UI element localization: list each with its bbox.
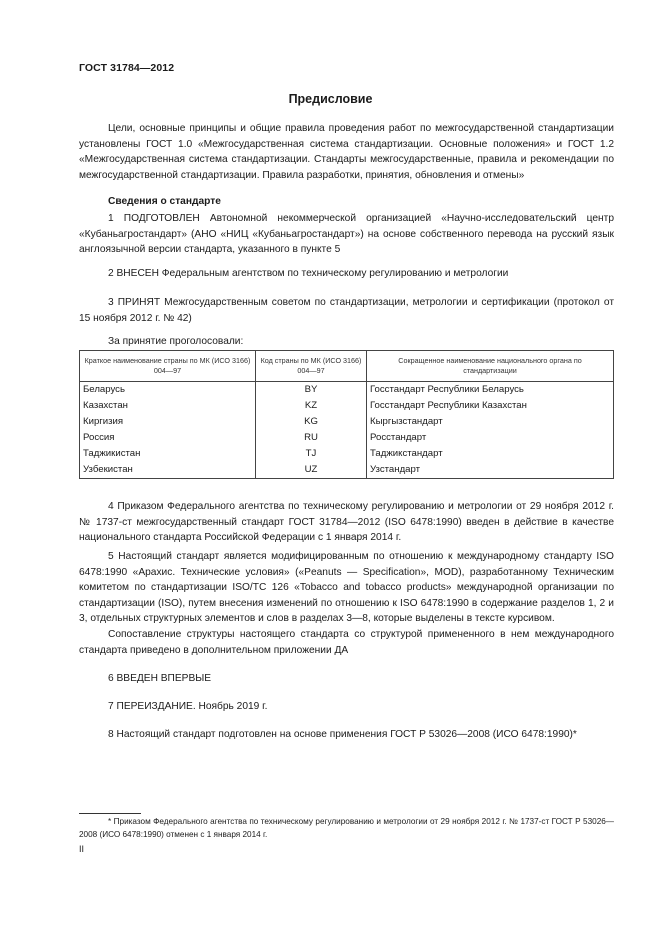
table-header-body: Сокращенное наименование национального органа по стандартизации <box>367 351 614 382</box>
table-row <box>80 382 614 399</box>
country-code: KZ <box>256 398 367 414</box>
item-5-paragraph: 5 Настоящий стандарт является модифицированным по отношению к международному стандарту ISO 6478:1990 «Арахис. Технические условия» («Peanuts — Specification», MOD), разработанному Техническим комитетом по стандартизации ISO/TC 126 «Tobacco and tobacco products» международной организации по стандартизации (ISO), путем внесения изменений по отношению к ISO 6478:1990 в содержание разделов 1, 2 и 3, отдельных структурных элементов и слов в разделах 3—8, которые выделены в тексте курсивом. <box>79 551 614 625</box>
standards-body: Таджикстандарт <box>367 446 614 462</box>
table-row <box>80 446 614 462</box>
table-header-country: Краткое наименование страны по МК (ИСО 3166) 004—97 <box>80 351 256 382</box>
item-5-comparison-paragraph: Сопоставление структуры настоящего стандарта со структурой примененного в нем международного стандарта приведено в дополнительном приложении ДА <box>79 629 614 656</box>
standards-body: Госстандарт Республики Беларусь <box>367 382 614 399</box>
item-1-paragraph: 1 ПОДГОТОВЛЕН Автономной некоммерческой организацией «Научно-исследовательский центр «Кубаньагростандарт» (АНО «НИЦ «Кубаньагростандарт») на основе собственного перевода на русский язык англоязычной версии стандарта, указанного в пункте 5 <box>79 213 614 256</box>
item-7-paragraph: 7 ПЕРЕИЗДАНИЕ. Ноябрь 2019 г. <box>108 701 268 712</box>
standards-body: Госстандарт Республики Казахстан <box>367 398 614 414</box>
country-code: KG <box>256 414 367 430</box>
vote-label: За принятие проголосовали: <box>108 336 244 347</box>
item-3-paragraph: 3 ПРИНЯТ Межгосударственным советом по стандартизации, метрологии и сертификации (протокол от 15 ноября 2012 г. № 42) <box>79 297 614 324</box>
country-code: TJ <box>256 446 367 462</box>
country-name: Беларусь <box>80 382 256 399</box>
table-row <box>80 430 614 446</box>
section-subtitle: Сведения о стандарте <box>108 196 221 207</box>
country-name: Киргизия <box>80 414 256 430</box>
item-8-paragraph: 8 Настоящий стандарт подготовлен на основе применения ГОСТ Р 53026—2008 (ИСО 6478:1990)* <box>108 729 577 740</box>
table-row <box>80 462 614 479</box>
country-code: BY <box>256 382 367 399</box>
country-code: UZ <box>256 462 367 479</box>
standards-body: Узстандарт <box>367 462 614 479</box>
intro-paragraph: Цели, основные принципы и общие правила проведения работ по межгосударственной стандартизации установлены ГОСТ 1.0 «Межгосударственная система стандартизации. Основные положения» и ГОСТ 1.2 «Межгосударственная система стандартизации. Стандарты межгосударственные, правила и рекомендации по межгосударственной стандартизации. Правила разработки, принятия, обновления и отмены» <box>79 123 614 181</box>
page-title: Предисловие <box>288 92 373 106</box>
page-number: II <box>79 844 85 854</box>
country-code: RU <box>256 430 367 446</box>
item-6-paragraph: 6 ВВЕДЕН ВПЕРВЫЕ <box>108 673 212 684</box>
country-name: Казахстан <box>80 398 256 414</box>
standards-body: Росстандарт <box>367 430 614 446</box>
standard-code-header: ГОСТ 31784—2012 <box>79 62 175 74</box>
table-row <box>80 398 614 414</box>
table-row <box>80 414 614 430</box>
voting-countries-table <box>79 350 614 479</box>
country-name: Россия <box>80 430 256 446</box>
country-name: Узбекистан <box>80 462 256 479</box>
footnote-divider <box>79 813 141 814</box>
footnote: * Приказом Федерального агентства по техническому регулированию и метрологии от 29 ноября 2012 г. № 1737-ст ГОСТ Р 53026—2008 (ИСО 6478:1990) отменен с 1 января 2014 г. <box>79 817 614 839</box>
item-2-paragraph: 2 ВНЕСЕН Федеральным агентством по техническому регулированию и метрологии <box>108 268 509 279</box>
country-name: Таджикистан <box>80 446 256 462</box>
table-header-code: Код страны по МК (ИСО 3166) 004—97 <box>256 351 367 382</box>
standards-body: Кыргызстандарт <box>367 414 614 430</box>
item-4-paragraph: 4 Приказом Федерального агентства по техническому регулированию и метрологии от 29 ноября 2012 г. № 1737-ст межгосударственный стандарт ГОСТ 31784—2012 (ISO 6478:1990) введен в действие в качестве национального стандарта Российской Федерации с 1 января 2014 г. <box>79 501 614 544</box>
